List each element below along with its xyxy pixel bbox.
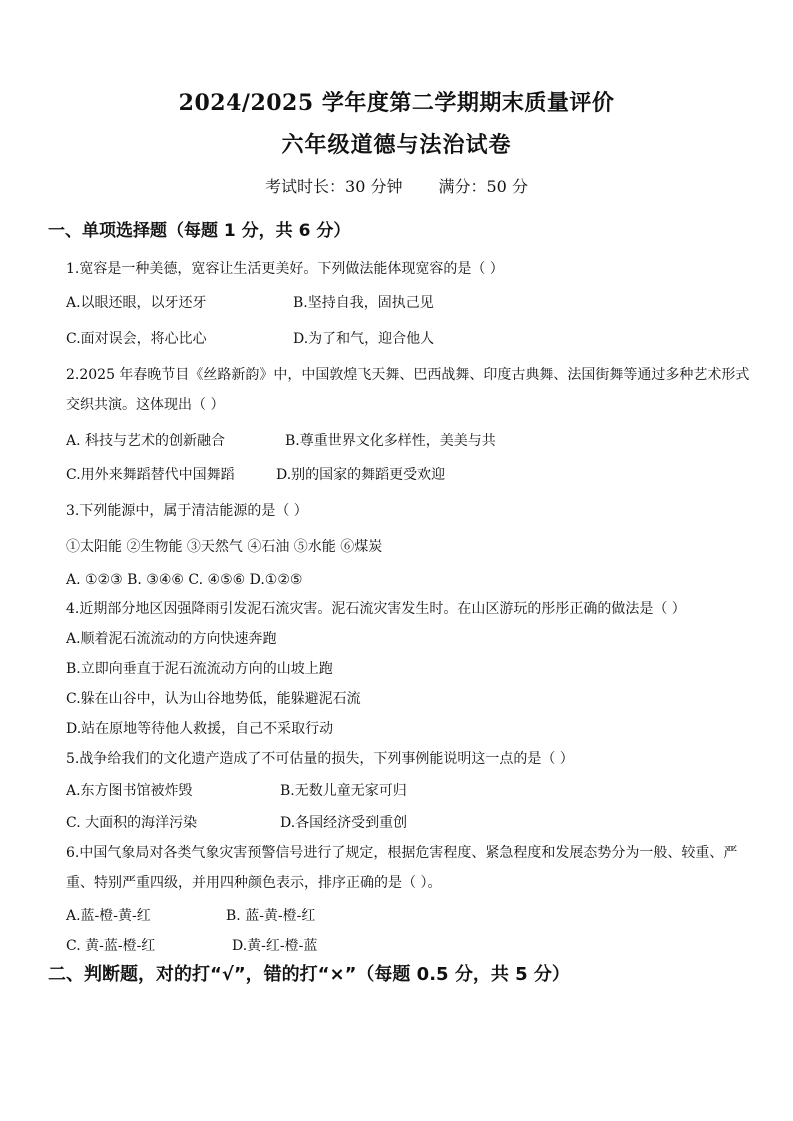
question-1-option-b: B.坚持自我，固执己见 (293, 295, 434, 311)
question-2-option-b: B.尊重世界文化多样性，美美与共 (285, 433, 496, 449)
exam-title: 2024/2025 学年度第二学期期末质量评价 (178, 90, 615, 116)
question-2-option-d: D.别的国家的舞蹈更受欢迎 (276, 467, 446, 483)
question-1-stem: 1.宽容是一种美德，宽容让生活更美好。下列做法能体现宽容的是（ ） (66, 261, 504, 277)
question-2-stem-line2: 交织共演。这体现出（ ） (66, 397, 225, 413)
question-5-option-b: B.无数儿童无家可归 (280, 783, 407, 799)
question-4-stem: 4.近期部分地区因强降雨引发泥石流灾害。泥石流灾害发生时。在山区游玩的彤彤正确的做法是（ ） (66, 601, 686, 617)
exam-full-score: 满分：50 分 (438, 177, 528, 196)
section-1-heading: 一、单项选择题（每题 1 分，共 6 分） (48, 221, 351, 241)
question-3-stem: 3.下列能源中，属于清洁能源的是（ ） (66, 503, 308, 519)
section-2-heading: 二、判断题，对的打“√”，错的打“×”（每题 0.5 分，共 5 分） (48, 964, 570, 985)
question-6-stem-line1: 6.中国气象局对各类气象灾害预警信号进行了规定，根据危害程度、紧急程度和发展态势分为一般、较重、严 (66, 845, 738, 861)
question-2-stem-line1: 2.2025 年春晚节目《丝路新韵》中，中国敦煌飞天舞、巴西战舞、印度古典舞、法国街舞等通过多种艺术形式 (66, 367, 750, 383)
question-1-option-a: A.以眼还眼，以牙还牙 (66, 295, 207, 311)
question-2-option-c: C.用外来舞蹈替代中国舞蹈 (66, 467, 235, 483)
question-4-option-c: C.躲在山谷中，认为山谷地势低，能躲避泥石流 (66, 691, 361, 707)
question-5-option-d: D.各国经济受到重创 (280, 815, 408, 831)
question-1-option-d: D.为了和气，迎合他人 (293, 331, 435, 347)
exam-subtitle: 六年级道德与法治试卷 (281, 132, 512, 158)
question-6-option-a: A.蓝-橙-黄-红 (66, 908, 151, 924)
question-3-options: A. ①②③ B. ③④⑥ C. ④⑤⑥ D.①②⑤ (66, 572, 303, 588)
question-5-option-c: C. 大面积的海洋污染 (66, 815, 198, 831)
question-6-option-d: D.黄-红-橙-蓝 (232, 938, 318, 954)
question-5-stem: 5.战争给我们的文化遗产造成了不可估量的损失，下列事例能说明这一点的是（ ） (66, 751, 574, 767)
exam-duration: 考试时长：30 分钟 (265, 177, 403, 196)
question-6-stem-line2: 重、特别严重四级，并用四种颜色表示，排序正确的是（ ）。 (66, 875, 442, 891)
question-5-option-a: A.东方图书馆被炸毁 (66, 783, 193, 799)
question-1-option-c: C.面对误会，将心比心 (66, 331, 207, 347)
question-3-items: ①太阳能 ②生物能 ③天然气 ④石油 ⑤水能 ⑥煤炭 (66, 539, 383, 555)
question-4-option-a: A.顺着泥石流流动的方向快速奔跑 (66, 631, 277, 647)
question-4-option-d: D.站在原地等待他人救援，自己不采取行动 (66, 721, 334, 737)
question-2-option-a: A. 科技与艺术的创新融合 (66, 433, 226, 449)
exam-meta (0, 174, 793, 197)
question-4-option-b: B.立即向垂直于泥石流流动方向的山坡上跑 (66, 661, 333, 677)
question-6-option-b: B. 蓝-黄-橙-红 (226, 908, 316, 924)
question-6-option-c: C. 黄-蓝-橙-红 (66, 938, 156, 954)
